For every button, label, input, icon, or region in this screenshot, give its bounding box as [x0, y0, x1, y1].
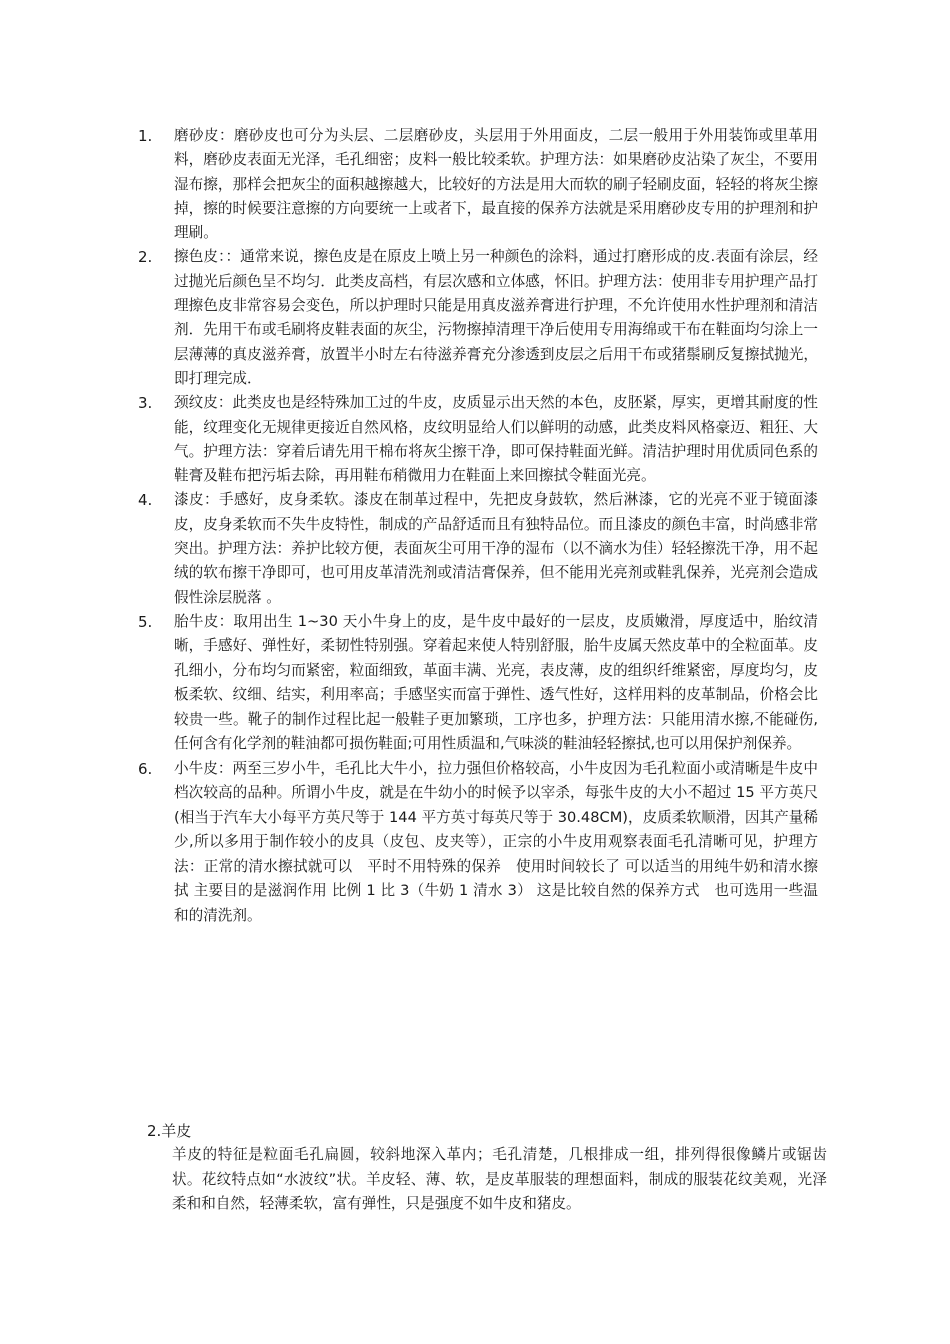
item-number: 3. — [138, 394, 153, 413]
leather-type-list — [138, 124, 818, 928]
item-text: 胎牛皮：取用出生 1~30 天小牛身上的皮，是牛皮中最好的一层皮，皮质嫩滑，厚度适中，胎纹清晰，手感好、弹性好，柔韧性特别强。穿着起来使人特别舒服，胎牛皮属天然皮革中的全粒面革。皮孔细小，分布均匀而紧密，粒面细致，革面丰满、光亮，表皮薄，皮的组织纤维紧密，厚度均匀，皮板柔软、纹细、结实，利用率高；手感坚实而富于弹性、透气性好，这样用料的皮革制品，价格会比较贵一些。靴子的制作过程比起一般鞋子更加繁琐，工序也多，护理方法：只能用清水擦,不能碰伤,任何含有化学剂的鞋油都可损伤鞋面;可用性质温和,气味淡的鞋油轻轻擦拭,也可以用保护剂保养。 — [174, 612, 818, 753]
list-item — [138, 245, 818, 391]
item-text: 擦色皮：：通常来说，擦色皮是在原皮上喷上另一种颜色的涂料，通过打磨形成的皮.表面有涂层，经过抛光后颜色呈不均匀．此类皮高档，有层次感和立体感，怀旧。护理方法：使用非专用护理产品打理擦色皮非常容易会变色，所以护理时只能是用真皮滋养膏进行护理，不允许使用水性护理剂和清洁剂．先用干布或毛刷将皮鞋表面的灰尘，污物擦掉清理干净后使用专用海绵或干布在鞋面均匀涂上一层薄薄的真皮滋养膏，放置半小时左右待滋养膏充分渗透到皮层之后用干布或猪鬃刷反复擦拭抛光，即打理完成． — [174, 248, 818, 387]
sheepskin-section — [147, 1119, 827, 1217]
list-item — [138, 124, 818, 245]
item-number: 6. — [138, 759, 153, 778]
list-item — [138, 610, 818, 757]
list-item — [138, 391, 818, 488]
item-text: 磨砂皮：磨砂皮也可分为头层、二层磨砂皮，头层用于外用面皮，二层一般用于外用装饰或里革用料，磨砂皮表面无光泽，毛孔细密；皮料一般比较柔软。护理方法：如果磨砂皮沾染了灰尘，不要用湿布擦，那样会把灰尘的面积越擦越大，比较好的方法是用大而软的刷子轻刷皮面，轻轻的将灰尘擦掉，擦的时候要注意擦的方向要统一上或者下，最直接的保养方法就是采用磨砂皮专用的护理剂和护理刷。 — [174, 127, 818, 242]
item-number: 1. — [138, 127, 153, 145]
item-text: 小牛皮：两至三岁小牛，毛孔比大牛小，拉力强但价格较高，小牛皮因为毛孔粒面小或清晰是牛皮中档次较高的品种。所谓小牛皮，就是在牛幼小的时候予以宰杀，每张牛皮的大小不超过 15 平方英尺(相当于汽车大小每平方英尺等于 144 平方英寸每英尺等于 30.48CM)，皮质柔软顺滑，因其产量稀少,所以多用于制作较小的皮具（皮包、皮夹等），正宗的小牛皮用观察表面毛孔清晰可见，护理方法：正常的清水擦拭就可以 平时不用特殊的保养 使用时间较长了 可以适当的用纯牛奶和清水擦拭 主要目的是滋润作用 比例 1 比 3（牛奶 1 清水 3） 这是比较自然的保养方式 也可选用一些温和的清洗剂。 — [174, 759, 818, 924]
list-item — [138, 757, 818, 929]
section-title: 2.羊皮 — [147, 1122, 192, 1140]
item-text: 漆皮：手感好，皮身柔软。漆皮在制革过程中，先把皮身鼓软，然后淋漆，它的光亮不亚于镜面漆皮，皮身柔软而不失牛皮特性，制成的产品舒适而且有独特品位。而且漆皮的颜色丰富，时尚感非常突出。护理方法：养护比较方便，表面灰尘可用干净的湿布（以不滴水为佳）轻轻擦洗干净，用不起绒的软布擦干净即可，也可用皮革清洗剂或清洁膏保养，但不能用光亮剂或鞋乳保养，光亮剂会造成假性涂层脱落 。 — [174, 491, 818, 606]
item-number: 4. — [138, 491, 153, 510]
section-body: 羊皮的特征是粒面毛孔扁圆，较斜地深入革内；毛孔清楚，几根排成一组，排列得很像鳞片或锯齿状。花纹特点如“水波纹”状。羊皮轻、薄、软，是皮革服装的理想面料，制成的服装花纹美观，光泽柔和和自然，轻薄柔软，富有弹性，只是强度不如牛皮和猪皮。 — [172, 1146, 827, 1212]
item-text: 颈纹皮：此类皮也是经特殊加工过的牛皮，皮质显示出天然的本色，皮胚紧，厚实，更增其耐度的性能，纹理变化无规律更接近自然风格，皮纹明显给人们以鲜明的动感，此类皮料风格豪迈、粗狂、大气。护理方法：穿着后请先用干棉布将灰尘擦干净，即可保持鞋面光鲜。清洁护理时用优质同色系的鞋膏及鞋布把污垢去除，再用鞋布稍微用力在鞋面上来回擦拭令鞋面光亮。 — [174, 394, 818, 485]
item-number: 5. — [138, 612, 153, 631]
item-number: 2. — [138, 248, 153, 267]
list-item — [138, 488, 818, 609]
